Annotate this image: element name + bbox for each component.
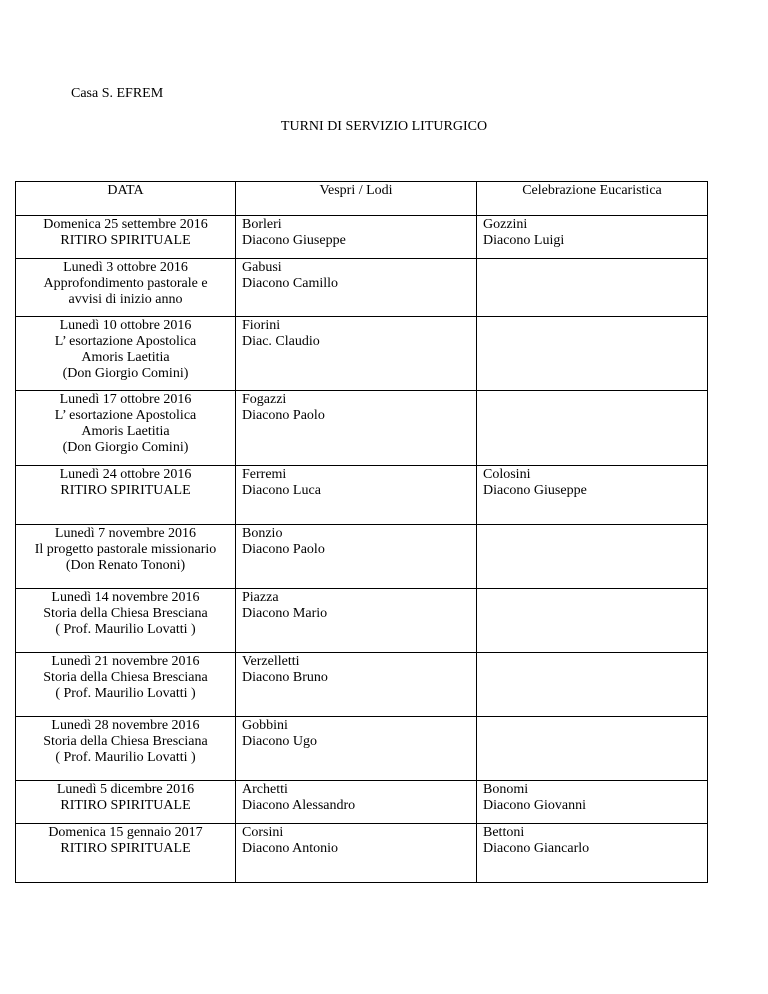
- celebrazione-cell-empty: [477, 391, 708, 466]
- deacon-name: Diacono Camillo: [242, 276, 339, 291]
- vespri-cell: [236, 216, 477, 259]
- date-line: Lunedì 10 ottobre 2016: [59, 318, 192, 333]
- deacon-name: Diacono Giovanni: [483, 798, 587, 813]
- surname: Fiorini: [242, 318, 281, 333]
- topic-line: Storia della Chiesa Bresciana: [43, 734, 208, 749]
- document-title: TURNI DI SERVIZIO LITURGICO: [280, 119, 488, 134]
- topic-line: avvisi di inizio anno: [68, 292, 183, 307]
- deacon-name: Diacono Paolo: [242, 542, 325, 557]
- column-header-celebrazione: Celebrazione Eucaristica: [477, 182, 708, 216]
- vespri-cell: [236, 653, 477, 717]
- column-header-vespri: Vespri / Lodi: [236, 182, 477, 216]
- date-cell: [16, 653, 236, 717]
- topic-line: Approfondimento pastorale e: [43, 276, 208, 291]
- speaker-line: (Don Giorgio Comini): [62, 366, 189, 381]
- surname: Bonomi: [483, 782, 529, 797]
- celebrazione-cell: [477, 466, 708, 525]
- event-line: RITIRO SPIRITUALE: [60, 798, 191, 813]
- celebrazione-cell-empty: [477, 259, 708, 317]
- date-cell: [16, 781, 236, 824]
- vespri-cell: [236, 589, 477, 653]
- celebrazione-cell: [477, 824, 708, 883]
- speaker-line: ( Prof. Maurilio Lovatti ): [55, 622, 196, 637]
- speaker-line: ( Prof. Maurilio Lovatti ): [55, 686, 196, 701]
- celebrazione-cell: [477, 781, 708, 824]
- vespri-cell: [236, 781, 477, 824]
- date-line: Lunedì 24 ottobre 2016: [59, 467, 192, 482]
- date-line: Domenica 15 gennaio 2017: [48, 825, 203, 840]
- topic-line: Amoris Laetitia: [81, 350, 170, 365]
- surname: Verzelletti: [242, 654, 300, 669]
- deacon-name: Diacono Ugo: [242, 734, 318, 749]
- date-cell: [16, 391, 236, 466]
- schedule-table: [15, 181, 708, 883]
- surname: Colosini: [483, 467, 531, 482]
- speaker-line: ( Prof. Maurilio Lovatti ): [55, 750, 196, 765]
- date-line: Lunedì 17 ottobre 2016: [59, 392, 192, 407]
- vespri-cell: [236, 391, 477, 466]
- date-cell: [16, 466, 236, 525]
- deacon-name: Diac. Claudio: [242, 334, 320, 349]
- date-line: Lunedì 3 ottobre 2016: [63, 260, 188, 275]
- table-row: [16, 525, 708, 589]
- date-cell: [16, 216, 236, 259]
- date-line: Domenica 25 settembre 2016: [43, 217, 208, 232]
- date-cell: [16, 317, 236, 391]
- deacon-name: Diacono Mario: [242, 606, 328, 621]
- deacon-name: Diacono Antonio: [242, 841, 339, 856]
- deacon-name: Diacono Luigi: [483, 233, 565, 248]
- celebrazione-cell-empty: [477, 653, 708, 717]
- topic-line: Storia della Chiesa Bresciana: [43, 670, 208, 685]
- surname: Bettoni: [483, 825, 525, 840]
- vespri-cell: [236, 259, 477, 317]
- table-header-row: [16, 182, 708, 216]
- table-row: [16, 466, 708, 525]
- surname: Gabusi: [242, 260, 282, 275]
- table-row: [16, 653, 708, 717]
- surname: Gobbini: [242, 718, 288, 733]
- event-line: RITIRO SPIRITUALE: [60, 233, 191, 248]
- surname: Piazza: [242, 590, 279, 605]
- vespri-cell: [236, 317, 477, 391]
- date-line: Lunedì 7 novembre 2016: [54, 526, 197, 541]
- event-line: RITIRO SPIRITUALE: [60, 483, 191, 498]
- celebrazione-cell: [477, 216, 708, 259]
- date-cell: [16, 259, 236, 317]
- event-line: RITIRO SPIRITUALE: [60, 841, 191, 856]
- table-row: [16, 259, 708, 317]
- table-row: [16, 589, 708, 653]
- deacon-name: Diacono Giuseppe: [242, 233, 346, 248]
- table-row: [16, 317, 708, 391]
- surname: Bonzio: [242, 526, 283, 541]
- date-line: Lunedì 5 dicembre 2016: [56, 782, 195, 797]
- date-cell: [16, 717, 236, 781]
- date-cell: [16, 824, 236, 883]
- celebrazione-cell-empty: [477, 589, 708, 653]
- vespri-cell: [236, 824, 477, 883]
- date-line: Lunedì 21 novembre 2016: [51, 654, 200, 669]
- table-row: [16, 781, 708, 824]
- date-line: Lunedì 14 novembre 2016: [51, 590, 200, 605]
- table-row: [16, 216, 708, 259]
- surname: Corsini: [242, 825, 284, 840]
- deacon-name: Diacono Luca: [242, 483, 321, 498]
- deacon-name: Diacono Alessandro: [242, 798, 356, 813]
- date-cell: [16, 525, 236, 589]
- deacon-name: Diacono Giancarlo: [483, 841, 590, 856]
- celebrazione-cell-empty: [477, 317, 708, 391]
- table-row: [16, 391, 708, 466]
- deacon-name: Diacono Paolo: [242, 408, 325, 423]
- topic-line: Storia della Chiesa Bresciana: [43, 606, 208, 621]
- vespri-cell: [236, 525, 477, 589]
- surname: Borleri: [242, 217, 282, 232]
- speaker-line: (Don Giorgio Comini): [62, 440, 189, 455]
- table-row: [16, 824, 708, 883]
- house-name: Casa S. EFREM: [71, 86, 164, 101]
- speaker-line: (Don Renato Tononi): [65, 558, 186, 573]
- topic-line: Il progetto pastorale missionario: [34, 542, 217, 557]
- celebrazione-cell-empty: [477, 717, 708, 781]
- vespri-cell: [236, 717, 477, 781]
- surname: Ferremi: [242, 467, 287, 482]
- date-line: Lunedì 28 novembre 2016: [51, 718, 200, 733]
- deacon-name: Diacono Bruno: [242, 670, 328, 685]
- topic-line: Amoris Laetitia: [81, 424, 170, 439]
- date-cell: [16, 589, 236, 653]
- celebrazione-cell-empty: [477, 525, 708, 589]
- surname: Fogazzi: [242, 392, 287, 407]
- vespri-cell: [236, 466, 477, 525]
- topic-line: L’ esortazione Apostolica: [54, 334, 197, 349]
- deacon-name: Diacono Giuseppe: [483, 483, 587, 498]
- table-row: [16, 717, 708, 781]
- topic-line: L’ esortazione Apostolica: [54, 408, 197, 423]
- column-header-date: DATA: [16, 182, 236, 216]
- surname: Gozzini: [483, 217, 528, 232]
- surname: Archetti: [242, 782, 288, 797]
